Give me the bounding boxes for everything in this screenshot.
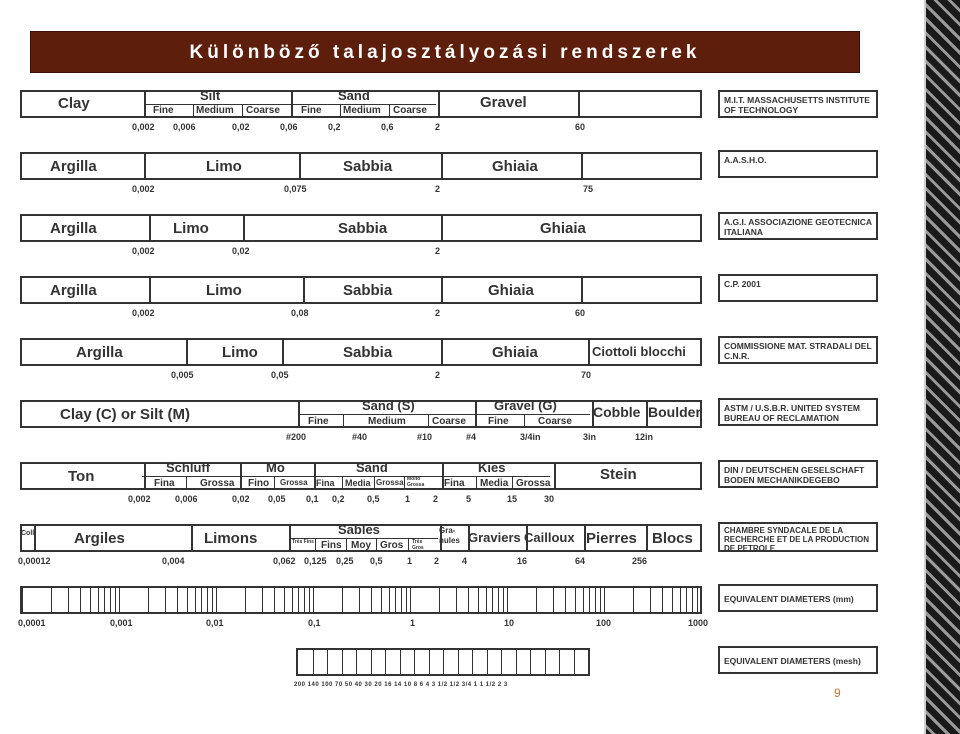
aasho-sabbia: Sabbia: [343, 158, 393, 175]
din-tick: 0,02: [232, 494, 250, 504]
din-tick: 0,1: [306, 494, 319, 504]
mm-tick: 100: [596, 618, 612, 628]
din-ton: Ton: [68, 468, 95, 485]
mm-scale-tick: [212, 588, 213, 612]
mesh-scale-ticks: [298, 650, 588, 674]
system-label-csrpp: CHAMBRE SYNDACALE DE LA RECHERCHE ET DE LA PRODUCTION DE PETROLE: [718, 522, 878, 552]
astm-sand: Sand (S): [362, 398, 415, 413]
mm-scale-tick: [262, 588, 263, 612]
mit-sub-medium-2: Medium: [343, 105, 381, 116]
csrpp-tick: 0,125: [304, 556, 327, 566]
mm-scale-tick: [565, 588, 566, 612]
mm-scale-tick: [292, 588, 293, 612]
mm-scale-tick: [478, 588, 479, 612]
mm-scale-tick: [633, 588, 634, 612]
mm-scale-tick: [80, 588, 81, 612]
mm-scale-tick: [410, 588, 411, 612]
mesh-scale-tick: [385, 650, 386, 674]
system-label-mm: EQUIVALENT DIAMETERS (mm): [718, 584, 878, 612]
csrpp-coll: Coll.: [21, 530, 37, 537]
mm-scale-ticks: [22, 588, 700, 612]
din-tick: 5: [466, 494, 472, 504]
mesh-scale-tick: [429, 650, 430, 674]
mesh-scale-tick: [327, 650, 328, 674]
astm-gravel: Gravel (G): [494, 398, 557, 413]
cnr-argilla: Argilla: [76, 344, 123, 361]
csrpp-graviers: Graviers: [468, 530, 521, 545]
mit-clay: Clay: [58, 95, 90, 112]
din-kies: Kies: [478, 460, 506, 475]
din-tick: 15: [507, 494, 518, 504]
mm-scale-tick: [697, 588, 698, 612]
din-sub: Grossa: [516, 478, 551, 489]
mm-scale-tick: [371, 588, 372, 612]
csrpp-tick: 4: [462, 556, 468, 566]
mit-tick: 2: [435, 122, 441, 132]
mm-tick: 10: [504, 618, 515, 628]
classification-chart: [18, 86, 880, 696]
din-mo: Mo: [266, 460, 285, 475]
astm-tick: 12in: [635, 432, 654, 442]
mm-scale-tick: [22, 588, 23, 612]
csrpp-tick: 2: [434, 556, 440, 566]
mm-scale-tick: [245, 588, 246, 612]
mit-silt: Silt: [200, 88, 221, 103]
din-tick: 0,2: [332, 494, 345, 504]
mm-scale: [20, 586, 702, 614]
system-label-din: DIN / DEUTSCHEN GESELSCHAFT BODEN MECHANIKDEGEBO: [718, 460, 878, 488]
csrpp-tick: 16: [517, 556, 528, 566]
agi-sabbia: Sabbia: [338, 220, 388, 237]
cp-argilla: Argilla: [50, 282, 97, 299]
astm-tick: 3in: [583, 432, 597, 442]
din-tick: 30: [544, 494, 555, 504]
mm-scale-tick: [401, 588, 402, 612]
csrpp-sub: Très Fins: [292, 539, 314, 545]
mm-scale-tick: [187, 588, 188, 612]
din-sub: Grossa: [200, 478, 235, 489]
astm-tick: #40: [352, 432, 368, 442]
mit-tick: 60: [575, 122, 586, 132]
mm-scale-tick: [359, 588, 360, 612]
aasho-tick: 2: [435, 184, 441, 194]
mm-scale-tick: [456, 588, 457, 612]
mm-scale-tick: [439, 588, 440, 612]
mm-scale-tick: [98, 588, 99, 612]
system-label-agi: A.G.I. ASSOCIAZIONE GEOTECNICA ITALIANA: [718, 212, 878, 240]
mm-scale-tick: [201, 588, 202, 612]
din-sub: Fino: [248, 478, 270, 489]
agi-limo: Limo: [173, 220, 209, 237]
mesh-scale-tick: [574, 650, 575, 674]
mm-scale-tick: [104, 588, 105, 612]
mm-scale-tick: [342, 588, 343, 612]
mesh-scale-tick: [487, 650, 488, 674]
csrpp-sables: Sables: [338, 522, 380, 537]
cnr-ciottoli: Ciottoli blocchi: [592, 344, 686, 359]
system-label-mit: M.I.T. MASSACHUSETTS INSTITUTE OF TECHNOLOGY: [718, 90, 878, 118]
mm-scale-tick: [686, 588, 687, 612]
mm-scale-tick: [662, 588, 663, 612]
astm-cobble: Cobble: [593, 404, 641, 420]
astm-clay-silt: Clay (C) or Silt (M): [60, 406, 190, 423]
mesh-scale-tick: [501, 650, 502, 674]
csrpp-sub: Très Gros: [412, 539, 424, 551]
cnr-tick: 70: [581, 370, 592, 380]
mm-scale-tick: [692, 588, 693, 612]
mit-sub-coarse: Coarse: [246, 105, 280, 116]
cp-ghiaia: Ghiaia: [488, 282, 534, 299]
mesh-scale-tick: [530, 650, 531, 674]
mm-scale-tick: [650, 588, 651, 612]
agi-tick: 0,002: [132, 246, 155, 256]
mm-tick: 0,001: [110, 618, 133, 628]
csrpp-sub: Gros: [380, 540, 404, 551]
agi-ghiaia: Ghiaia: [540, 220, 586, 237]
mm-scale-tick: [165, 588, 166, 612]
mm-tick: 0,0001: [18, 618, 46, 628]
mm-scale-tick: [119, 588, 120, 612]
mm-scale-tick: [672, 588, 673, 612]
mm-scale-tick: [553, 588, 554, 612]
mm-scale-tick: [216, 588, 217, 612]
mm-scale-tick: [492, 588, 493, 612]
mesh-scale-tick: [356, 650, 357, 674]
mm-scale-tick: [313, 588, 314, 612]
mm-scale-tick: [498, 588, 499, 612]
cnr-ghiaia: Ghiaia: [492, 344, 538, 361]
din-sub: Media: [345, 478, 371, 488]
page-title: Különböző talajosztályozási rendszerek: [189, 42, 701, 63]
mm-scale-tick: [536, 588, 537, 612]
csrpp-tick: 64: [575, 556, 586, 566]
mm-scale-tick: [110, 588, 111, 612]
mesh-scale-tick: [472, 650, 473, 674]
system-label-aasho: A.A.S.H.O.: [718, 150, 878, 178]
astm-tick: #200: [286, 432, 307, 442]
mesh-scale-tick: [559, 650, 560, 674]
csrpp-blocs: Blocs: [652, 530, 693, 547]
csrpp-pierres: Pierres: [586, 530, 637, 547]
mesh-scale-tick: [400, 650, 401, 674]
mit-tick: 0,006: [173, 122, 196, 132]
csrpp-tick: 0,00012: [18, 556, 51, 566]
csrpp-tick: 0,062: [273, 556, 296, 566]
mm-scale-tick: [274, 588, 275, 612]
mm-scale-tick: [680, 588, 681, 612]
mm-scale-tick: [381, 588, 382, 612]
din-sub: Media: [480, 478, 509, 489]
system-label-mesh: EQUIVALENT DIAMETERS (mesh): [718, 646, 878, 674]
aasho-tick: 0,002: [132, 184, 155, 194]
mesh-scale: [296, 648, 590, 676]
system-label-cnr: COMMISSIONE MAT. STRADALI DEL C.N.R.: [718, 336, 878, 364]
mm-scale-tick: [389, 588, 390, 612]
din-sub: Fina: [154, 478, 175, 489]
mm-tick: 0,01: [206, 618, 224, 628]
mm-scale-tick: [207, 588, 208, 612]
csrpp-cailloux: Cailloux: [524, 530, 575, 545]
aasho-tick: 0,075: [284, 184, 307, 194]
astm-sub: Fine: [308, 416, 329, 427]
mit-tick: 0,002: [132, 122, 155, 132]
cnr-sabbia: Sabbia: [343, 344, 393, 361]
mm-scale-tick: [406, 588, 407, 612]
din-schluff: Schluff: [166, 460, 211, 475]
aasho-ghiaia: Ghiaia: [492, 158, 538, 175]
din-tick: 0,05: [268, 494, 286, 504]
din-sub: Grossa: [376, 478, 404, 487]
mit-tick: 0,06: [280, 122, 298, 132]
mesh-scale-tick: [545, 650, 546, 674]
mesh-scale-tick: [414, 650, 415, 674]
mm-scale-tick: [51, 588, 52, 612]
din-sub: Molto Grossa: [407, 476, 425, 488]
cnr-tick: 0,05: [271, 370, 289, 380]
aasho-tick: 75: [583, 184, 594, 194]
mesh-scale-tick: [516, 650, 517, 674]
mm-scale-tick: [298, 588, 299, 612]
csrpp-limons: Limons: [204, 530, 258, 547]
page-number: 9: [834, 686, 841, 700]
din-tick: 0,002: [128, 494, 151, 504]
cnr-tick: 2: [435, 370, 441, 380]
agi-tick: 0,02: [232, 246, 250, 256]
mm-scale-tick: [589, 588, 590, 612]
astm-boulder: Boulder: [648, 404, 701, 420]
csrpp-sub: Moy: [351, 540, 371, 551]
mit-tick: 0,02: [232, 122, 250, 132]
system-label-astm: ASTM / U.S.B.R. UNITED SYSTEM BUREAU OF RECLAMATION: [718, 398, 878, 426]
mm-tick: 1000: [688, 618, 709, 628]
mit-tick: 0,2: [328, 122, 341, 132]
din-sub: Fina: [444, 478, 465, 489]
din-tick: 0,006: [175, 494, 198, 504]
mm-scale-tick: [595, 588, 596, 612]
astm-tick: 3/4in: [520, 432, 541, 442]
astm-sub: Medium: [368, 416, 406, 427]
mesh-scale-tick: [443, 650, 444, 674]
csrpp-argiles: Argiles: [74, 530, 125, 547]
astm-tick: #4: [466, 432, 477, 442]
astm-sub: Coarse: [432, 416, 466, 427]
din-tick: 0,5: [367, 494, 380, 504]
din-sub: Grossa: [280, 478, 308, 487]
csrpp-tick: 256: [632, 556, 648, 566]
cp-sabbia: Sabbia: [343, 282, 393, 299]
agi-tick: 2: [435, 246, 441, 256]
mm-tick: 0,1: [308, 618, 321, 628]
csrpp-tick: 1: [407, 556, 413, 566]
din-sand: Sand: [356, 460, 388, 475]
astm-sub: Fine: [488, 416, 509, 427]
mesh-scale-tick: [371, 650, 372, 674]
mm-scale-tick: [195, 588, 196, 612]
mm-scale-tick: [600, 588, 601, 612]
astm-tick: #10: [417, 432, 433, 442]
mm-scale-tick: [486, 588, 487, 612]
mit-sub-coarse-2: Coarse: [393, 105, 427, 116]
mm-scale-tick: [395, 588, 396, 612]
cp-tick: 2: [435, 308, 441, 318]
mm-scale-tick: [309, 588, 310, 612]
cp-tick: 0,002: [132, 308, 155, 318]
mm-scale-tick: [177, 588, 178, 612]
mm-scale-tick: [507, 588, 508, 612]
astm-sub: Coarse: [538, 416, 572, 427]
mit-sub-fine: Fine: [153, 105, 174, 116]
mesh-tick-labels: 200 140 100 70 50 40 30 20 16 14 10 8 6 4 3 1/2 1/2 3/4 1 1 1/2 2 3: [294, 682, 508, 688]
csrpp-tick: 0,25: [336, 556, 354, 566]
title-bar: [30, 31, 860, 73]
mm-scale-tick: [148, 588, 149, 612]
din-tick: 2: [433, 494, 439, 504]
decorative-side-strip: [926, 0, 960, 734]
din-stein: Stein: [600, 466, 637, 483]
cp-tick: 60: [575, 308, 586, 318]
csrpp-tick: 0,5: [370, 556, 383, 566]
mesh-scale-tick: [313, 650, 314, 674]
mm-scale-tick: [583, 588, 584, 612]
cnr-limo: Limo: [222, 344, 258, 361]
aasho-argilla: Argilla: [50, 158, 97, 175]
mm-scale-tick: [284, 588, 285, 612]
mit-sand: Sand: [338, 88, 370, 103]
aasho-limo: Limo: [206, 158, 242, 175]
cnr-tick: 0,005: [171, 370, 194, 380]
mesh-scale-tick: [458, 650, 459, 674]
mit-gravel: Gravel: [480, 94, 527, 111]
mm-scale-tick: [115, 588, 116, 612]
mit-tick: 0,6: [381, 122, 394, 132]
mm-scale-tick: [575, 588, 576, 612]
mm-scale-tick: [604, 588, 605, 612]
din-tick: 1: [405, 494, 411, 504]
din-sub: Fina: [316, 478, 335, 488]
mit-sub-fine-2: Fine: [301, 105, 322, 116]
csrpp-granules: Gra- nules: [439, 526, 460, 545]
csrpp-tick: 0,004: [162, 556, 185, 566]
mit-sub-medium: Medium: [196, 105, 234, 116]
mm-scale-tick: [68, 588, 69, 612]
agi-argilla: Argilla: [50, 220, 97, 237]
mm-scale-tick: [304, 588, 305, 612]
mm-tick: 1: [410, 618, 416, 628]
csrpp-sub: Fins: [321, 540, 342, 551]
cp-tick: 0,08: [291, 308, 309, 318]
mm-scale-tick: [90, 588, 91, 612]
mm-scale-tick: [503, 588, 504, 612]
system-label-cp: C.P. 2001: [718, 274, 878, 302]
cp-limo: Limo: [206, 282, 242, 299]
mesh-scale-tick: [342, 650, 343, 674]
mm-scale-tick: [468, 588, 469, 612]
